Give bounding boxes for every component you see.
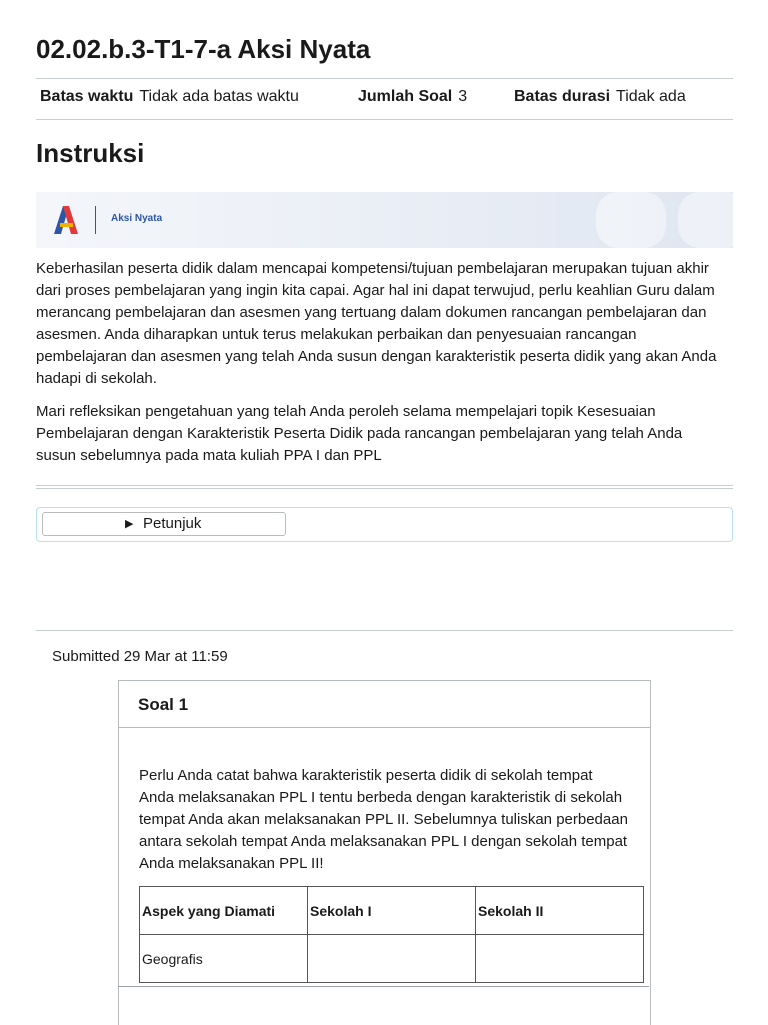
banner-label: Aksi Nyata [111, 213, 163, 224]
disclosure-triangle-icon: ▶ [125, 518, 134, 530]
meta-time-limit [40, 88, 299, 106]
petunjuk-toggle[interactable] [42, 512, 286, 536]
meta-label: Batas durasi [514, 88, 611, 105]
page-title: 02.02.b.3-T1-7-a Aksi Nyata [36, 34, 371, 64]
question-card [118, 680, 651, 1025]
meta-value: 3 [458, 88, 468, 105]
table-header-cell: Aspek yang Diamati [140, 887, 308, 935]
divider [36, 630, 733, 631]
divider [36, 485, 733, 486]
meta-duration-limit [514, 88, 686, 106]
question-title: Soal 1 [138, 695, 189, 714]
petunjuk-label: Petunjuk [143, 515, 202, 532]
observation-table [139, 886, 644, 983]
instruction-paragraph: Mari refleksikan pengetahuan yang telah Anda peroleh selama mempelajari topik Kesesuaian Pembelajaran dengan Karakteristik Peserta Didik pada rancangan pembelajaran yang telah Anda susun sebelumnya pada mata kuliah PPA I dan PPL [36, 403, 683, 464]
question-text: Perlu Anda catat bahwa karakteristik peserta didik di sekolah tempat Anda melaksanakan PPL I tentu berbeda dengan karakteristik di sekolah tempat Anda akan melaksanakan PPL II. Sebelumnya tuliskan perbedaan antara sekolah tempat Anda melaksanakan PPL I dengan sekolah tempat Anda melaksanakan PPL II! [139, 767, 628, 872]
meta-value: Tidak ada [616, 88, 686, 105]
divider [36, 78, 733, 79]
table-cell [308, 935, 476, 983]
meta-label: Jumlah Soal [358, 88, 453, 105]
table-cell: Geografis [140, 935, 308, 983]
banner-decoration-icon [596, 192, 733, 248]
submission-status: Submitted 29 Mar at 11:59 [52, 648, 228, 665]
divider [36, 488, 733, 489]
divider [36, 119, 733, 120]
viewport-edge [118, 986, 649, 987]
meta-label: Batas waktu [40, 88, 134, 105]
table-cell [476, 935, 644, 983]
table-header-cell: Sekolah I [308, 887, 476, 935]
question-header [119, 681, 650, 728]
instructions-heading: Instruksi [36, 138, 145, 168]
instruction-banner [36, 192, 733, 248]
table-header-cell: Sekolah II [476, 887, 644, 935]
a-letter-logo-icon [52, 204, 80, 236]
meta-value: Tidak ada batas waktu [139, 88, 299, 105]
table-row [140, 935, 644, 983]
instruction-paragraph: Keberhasilan peserta didik dalam mencapai kompetensi/tujuan pembelajaran merupakan tujuan akhir dari proses pembelajaran yang ingin kita capai. Agar hal ini dapat terwujud, perlu keahlian Guru dalam merancang pembelajaran dan asesmen yang tertuang dalam dokumen rancangan pembelajaran dan asesmen. Anda diharapkan untuk terus melakukan perbaikan dan penyesuaian rancangan pembelajaran dan asesmen yang telah Anda susun dengan karakteristik peserta didik yang akan Anda hadapi di sekolah. [36, 260, 717, 387]
table-header-row [140, 887, 644, 935]
petunjuk-details [36, 507, 733, 542]
banner-separator [95, 206, 96, 234]
meta-question-count [358, 88, 467, 106]
